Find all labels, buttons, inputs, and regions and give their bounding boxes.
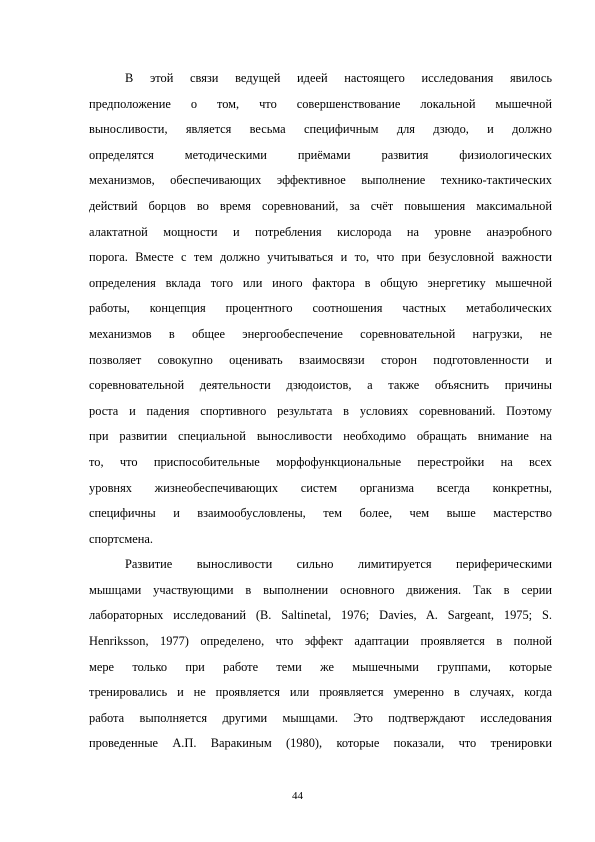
text-line: алактатной мощности и потребления кислорода на уровне анаэробного (89, 224, 552, 239)
text-line: позволяет совокупно оценивать взаимосвязи сторон подготовленности и (89, 352, 552, 367)
text-line: мере только при работе теми же мышечными группами, которые (89, 659, 552, 674)
text-line: механизмов в общее энергообеспечение соревновательной нагрузки, не (89, 326, 552, 341)
text-line: уровнях жизнеобеспечивающих систем организма всегда конкретны, (89, 480, 552, 495)
text-line: предположение о том, что совершенствование локальной мышечной (89, 96, 552, 111)
text-line: действий борцов во время соревнований, за счёт повышения максимальной (89, 198, 552, 213)
text-line: тренировались и не проявляется или проявляется умеренно в случаях, когда (89, 685, 552, 700)
text-line: выносливости, является весьма специфичным для дзюдо, и должно (89, 122, 552, 137)
text-line: работа выполняется другими мышцами. Это подтверждают исследования (89, 710, 552, 725)
body-text (89, 66, 552, 757)
text-line: определения вклада того или иного фактора в общую энергетику мышечной (89, 275, 552, 290)
text-line: роста и падения спортивного результата в условиях соревнований. Поэтому (89, 403, 552, 418)
text-line: Henriksson, 1977) определено, что эффект адаптации проявляется в полной (89, 634, 552, 649)
text-line: спортсмена. (89, 531, 153, 546)
text-line: В этой связи ведущей идеей настоящего исследования явилось (125, 71, 552, 85)
text-line: мышцами участвующими в выполнении основного движения. Так в серии (89, 582, 552, 597)
text-line: порога. Вместе с тем должно учитываться и то, что при безусловной важности (89, 250, 552, 265)
text-line: Развитие выносливости сильно лимитируется периферическими (125, 557, 552, 572)
text-line: специфичны и взаимообусловлены, тем более, чем выше мастерство (89, 506, 552, 521)
text-line: проведенные А.П. Варакиным (1980), которые показали, что тренировки (89, 736, 552, 751)
text-line: лабораторных исследований (B. Saltinetal, 1976; Davies, A. Sargeant, 1975; S. (89, 608, 552, 623)
text-line: соревновательной деятельности дзюдоистов, а также объяснить причины (89, 378, 552, 393)
text-line: при развитии специальной выносливости необходимо обращать внимание на (89, 429, 552, 444)
page-number: 44 (292, 790, 303, 802)
text-line: работы, концепция процентного соотношения частных метаболических (89, 301, 552, 316)
text-line: механизмов, обеспечивающих эффективное выполнение технико-тактических (89, 173, 552, 188)
text-line: определятся методическими приёмами развития физиологических (89, 147, 552, 162)
text-line: то, что приспособительные морфофункциональные перестройки на всех (89, 454, 552, 469)
